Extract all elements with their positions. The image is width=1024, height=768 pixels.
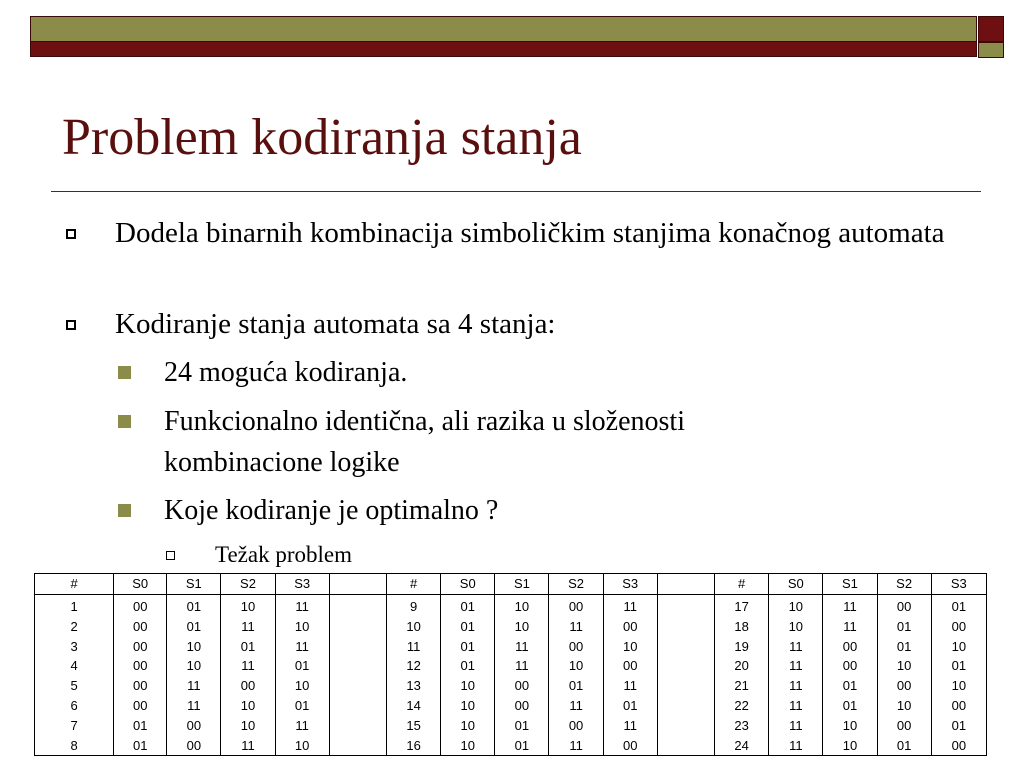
table-cell: 10: [275, 617, 329, 637]
bullet-level2-optimal: Koje kodiranje je optimalno ?: [164, 495, 499, 526]
table-cell: 00: [167, 716, 221, 736]
table-cell: 10: [769, 595, 823, 617]
table-cell: 00: [114, 617, 167, 637]
table-cell: 10: [441, 696, 495, 716]
header-cell: S2: [877, 574, 931, 595]
table-cell: 01: [441, 617, 495, 637]
table-cell: 10: [441, 736, 495, 756]
table-cell: [657, 736, 714, 756]
table-cell: 10: [387, 617, 441, 637]
table-cell: 11: [769, 676, 823, 696]
table-cell: 11: [603, 676, 657, 696]
header-cell: S3: [931, 574, 986, 595]
table-cell: 22: [715, 696, 769, 716]
table-cell: 00: [495, 676, 549, 696]
table-cell: 10: [221, 696, 275, 716]
header-cell: S1: [495, 574, 549, 595]
table-cell: 10: [931, 676, 986, 696]
table-cell: 00: [114, 676, 167, 696]
table-cell: 01: [441, 595, 495, 617]
bullet-level2-count: 24 moguća kodiranja.: [164, 357, 408, 388]
table-cell: 19: [715, 637, 769, 657]
header-cell: S0: [114, 574, 167, 595]
table-cell: 11: [221, 736, 275, 756]
table-cell: 10: [221, 595, 275, 617]
hollow-square-bullet-icon: [66, 320, 76, 330]
table-cell: 11: [167, 676, 221, 696]
table-cell: 11: [603, 716, 657, 736]
table-cell: 01: [495, 736, 549, 756]
hollow-square-bullet-icon: [66, 229, 76, 239]
table-cell: 00: [931, 617, 986, 637]
table-cell: 14: [387, 696, 441, 716]
table-cell: 11: [221, 656, 275, 676]
table-cell: 01: [441, 637, 495, 657]
table-cell: 11: [495, 656, 549, 676]
bullet-level1-assignment: Dodela binarnih kombinacija simboličkim stanjima konačnog automata: [115, 217, 945, 249]
table-cell: 01: [114, 736, 167, 756]
table-cell: 10: [167, 656, 221, 676]
table-cell: [329, 637, 386, 657]
table-cell: [329, 617, 386, 637]
table-row: [35, 696, 987, 716]
header-cell: S0: [769, 574, 823, 595]
table-cell: 5: [35, 676, 114, 696]
table-cell: 01: [823, 676, 877, 696]
header-cell: S1: [823, 574, 877, 595]
table-cell: 00: [114, 656, 167, 676]
table-cell: 00: [114, 595, 167, 617]
table-cell: [329, 716, 386, 736]
table-cell: [329, 736, 386, 756]
square-bullet-icon: [118, 415, 131, 428]
table-cell: 7: [35, 716, 114, 736]
table-cell: [657, 716, 714, 736]
table-row: [35, 595, 987, 617]
table-cell: 10: [441, 716, 495, 736]
table-cell: 10: [931, 637, 986, 657]
table-cell: 2: [35, 617, 114, 637]
table-cell: 00: [877, 595, 931, 617]
table-cell: 11: [221, 617, 275, 637]
header-cell: #: [715, 574, 769, 595]
table-cell: 11: [603, 595, 657, 617]
header-cell: [657, 574, 714, 595]
table-cell: 10: [823, 716, 877, 736]
table-cell: 00: [877, 676, 931, 696]
table-cell: 9: [387, 595, 441, 617]
table-cell: 10: [549, 656, 603, 676]
table-cell: 00: [549, 716, 603, 736]
table-cell: [657, 617, 714, 637]
table-cell: 10: [603, 637, 657, 657]
square-bullet-icon: [118, 504, 131, 517]
table-cell: 10: [275, 676, 329, 696]
title-divider: [51, 191, 981, 192]
table-cell: 00: [603, 736, 657, 756]
table-cell: [329, 676, 386, 696]
table-cell: 10: [877, 696, 931, 716]
table-cell: 01: [931, 656, 986, 676]
table-row: [35, 656, 987, 676]
table-cell: 00: [114, 696, 167, 716]
table-cell: 01: [931, 595, 986, 617]
table-cell: 00: [823, 637, 877, 657]
table-cell: [657, 595, 714, 617]
table-cell: 00: [877, 716, 931, 736]
table-cell: 10: [823, 736, 877, 756]
table-cell: 00: [931, 696, 986, 716]
table-cell: 01: [495, 716, 549, 736]
table-cell: 00: [495, 696, 549, 716]
table-cell: 01: [275, 696, 329, 716]
table-cell: 10: [877, 656, 931, 676]
table-cell: 11: [823, 595, 877, 617]
table-cell: 01: [221, 637, 275, 657]
header-cell: S0: [441, 574, 495, 595]
table-cell: 00: [221, 676, 275, 696]
table-cell: 11: [769, 716, 823, 736]
table-cell: 20: [715, 656, 769, 676]
table-cell: 17: [715, 595, 769, 617]
bullet-level2-functional: Funkcionalno identična, ali razika u složenosti kombinacione logike: [164, 406, 685, 478]
table-cell: 11: [769, 736, 823, 756]
table-cell: 21: [715, 676, 769, 696]
table-cell: 01: [877, 736, 931, 756]
table-cell: [657, 637, 714, 657]
table-cell: 10: [769, 617, 823, 637]
table-cell: 00: [603, 617, 657, 637]
table-cell: 11: [275, 637, 329, 657]
table-cell: [329, 696, 386, 716]
header-cell: #: [35, 574, 114, 595]
table-cell: 01: [549, 676, 603, 696]
slide-title: Problem kodiranja stanja: [62, 109, 582, 166]
table-cell: 01: [114, 716, 167, 736]
table-cell: 11: [769, 696, 823, 716]
table-cell: 01: [931, 716, 986, 736]
table-cell: 00: [549, 637, 603, 657]
table-cell: 10: [275, 736, 329, 756]
table-cell: 11: [167, 696, 221, 716]
table-cell: 11: [495, 637, 549, 657]
table-cell: 24: [715, 736, 769, 756]
table-cell: 00: [823, 656, 877, 676]
table-cell: 01: [603, 696, 657, 716]
table-cell: 11: [275, 595, 329, 617]
header-cell: S2: [549, 574, 603, 595]
table-cell: 15: [387, 716, 441, 736]
table-cell: 13: [387, 676, 441, 696]
table-cell: 10: [495, 617, 549, 637]
table-cell: 12: [387, 656, 441, 676]
table-cell: [657, 656, 714, 676]
table-cell: 00: [931, 736, 986, 756]
table-cell: 11: [549, 736, 603, 756]
table-cell: 01: [167, 595, 221, 617]
table-cell: 11: [549, 696, 603, 716]
hollow-square-bullet-icon: [166, 551, 175, 560]
square-bullet-icon: [118, 366, 131, 379]
table-cell: 00: [167, 736, 221, 756]
table-cell: 00: [603, 656, 657, 676]
table-cell: 18: [715, 617, 769, 637]
table-row: [35, 716, 987, 736]
table-cell: 6: [35, 696, 114, 716]
header-cell: S1: [167, 574, 221, 595]
table-cell: [657, 696, 714, 716]
table-cell: 01: [441, 656, 495, 676]
table-cell: 10: [221, 716, 275, 736]
table-cell: 01: [823, 696, 877, 716]
table-cell: 01: [877, 637, 931, 657]
decorative-olive-square: [978, 42, 1004, 58]
bullet-level1-encoding: Kodiranje stanja automata sa 4 stanja:: [115, 308, 556, 340]
table-cell: 11: [387, 637, 441, 657]
table-cell: 11: [823, 617, 877, 637]
header-cell: [329, 574, 386, 595]
table-cell: 10: [441, 676, 495, 696]
table-cell: 00: [114, 637, 167, 657]
table-cell: 8: [35, 736, 114, 756]
table-cell: 3: [35, 637, 114, 657]
decorative-top-bar: [30, 16, 977, 57]
header-cell: #: [387, 574, 441, 595]
encoding-table: [34, 573, 987, 756]
table-cell: 23: [715, 716, 769, 736]
table-cell: 4: [35, 656, 114, 676]
table-cell: 1: [35, 595, 114, 617]
header-cell: S2: [221, 574, 275, 595]
table-header-row: [35, 574, 987, 595]
header-cell: S3: [603, 574, 657, 595]
table-cell: 01: [167, 617, 221, 637]
table-cell: 11: [549, 617, 603, 637]
decorative-maroon-square: [978, 16, 1004, 42]
table-cell: 10: [167, 637, 221, 657]
table-row: [35, 676, 987, 696]
table-cell: [657, 676, 714, 696]
table-cell: 10: [495, 595, 549, 617]
table-cell: 01: [877, 617, 931, 637]
table-row: [35, 637, 987, 657]
table-cell: 11: [769, 637, 823, 657]
header-cell: S3: [275, 574, 329, 595]
table-cell: [329, 656, 386, 676]
table-row: [35, 617, 987, 637]
bullet-level3-hard: Težak problem: [215, 542, 352, 567]
table-cell: 11: [769, 656, 823, 676]
table-row: [35, 736, 987, 756]
table-cell: 00: [549, 595, 603, 617]
table-cell: 01: [275, 656, 329, 676]
table-cell: 16: [387, 736, 441, 756]
table-cell: 11: [275, 716, 329, 736]
decorative-olive-stripe: [31, 17, 976, 42]
table-cell: [329, 595, 386, 617]
